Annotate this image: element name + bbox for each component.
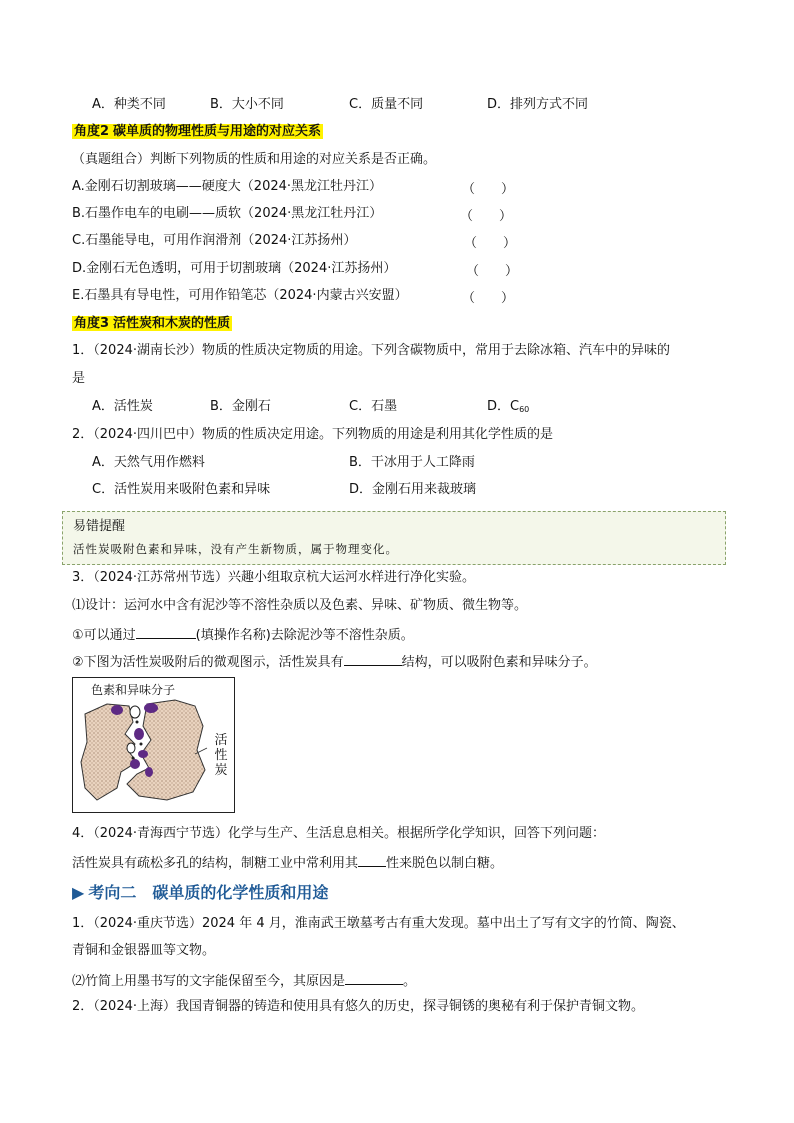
angle3-title: 活性炭和木炭的性质 xyxy=(113,316,231,331)
q4-stem: 4．（2024·青海西宁节选）化学与生产、生活息息相关。根据所学化学知识，回答下列问题： xyxy=(72,826,605,841)
s1-blank[interactable] xyxy=(345,970,403,985)
q3-part1-text-b: (填操作名称)去除泥沙等不溶性杂质。 xyxy=(195,628,414,643)
judge-item-a: A.金刚石切割玻璃——硬度大（2024·黑龙江牡丹江） xyxy=(72,179,383,194)
q1-stem-line2: 是 xyxy=(72,371,86,386)
q3-part2-text-a: ②下图为活性炭吸附后的微观图示，活性炭具有 xyxy=(72,655,344,670)
judge-item-c: C.石墨能导电，可用作润滑剂（2024·江苏扬州） xyxy=(72,233,357,248)
error-tip-body: 活性炭吸附色素和异味，没有产生新物质，属于物理变化。 xyxy=(73,542,398,556)
q2-stem: 2．（2024·四川巴中）物质的性质决定用途。下列物质的用途是利用其化学性质的是 xyxy=(72,427,553,442)
angle3-heading xyxy=(72,315,232,333)
q3-part2-text-b: 结构，可以吸附色素和异味分子。 xyxy=(401,655,597,670)
option-d: D．排列方式不同 xyxy=(487,97,589,112)
q1-option-c: C．石墨 xyxy=(349,399,398,414)
q1-option-d xyxy=(487,398,529,419)
q3-blank-2[interactable] xyxy=(344,651,402,666)
q1-option-d-text: D．C xyxy=(487,399,520,414)
q4-blank[interactable] xyxy=(358,852,386,867)
s1-stem-line1: 1．（2024·重庆节选）2024 年 4 月，淮南武王墩墓考古有重大发现。墓中出土了写有文字的竹简、陶瓷、 xyxy=(72,916,685,931)
q1-option-d-subscript: 60 xyxy=(519,405,530,414)
angle2-title: 碳单质的物理性质与用途的对应关系 xyxy=(113,124,322,139)
q1-option-a: A．活性炭 xyxy=(92,399,153,414)
q3-part2 xyxy=(72,651,597,672)
q1-option-b: B．金刚石 xyxy=(210,399,271,414)
activated-carbon-illustration xyxy=(77,692,217,812)
option-b: B．大小不同 xyxy=(210,97,284,112)
figure-title: 色素和异味分子 xyxy=(91,683,176,697)
error-tip-title: 易错提醒 xyxy=(73,519,126,534)
s1-stem-line2: 青铜和金银器皿等文物。 xyxy=(72,943,216,958)
s1-text-a: ⑵竹简上用墨书写的文字能保留至今，其原因是 xyxy=(72,974,346,989)
q2-option-d: D．金刚石用来裁玻璃 xyxy=(349,482,477,497)
q4-text-a: 活性炭具有疏松多孔的结构，制糖工业中常利用其 xyxy=(72,856,359,871)
answer-paren-b: （ ） xyxy=(460,209,513,224)
section-heading xyxy=(72,880,328,903)
activated-carbon-figure xyxy=(72,677,235,813)
q2-option-b: B．干冰用于人工降雨 xyxy=(349,455,475,470)
q3-part1-text-a: ①可以通过 xyxy=(72,628,136,643)
q4-text-b: 性来脱色以制白糖。 xyxy=(386,856,504,871)
q3-blank-1[interactable] xyxy=(136,624,196,639)
angle2-intro: （真题组合）判断下列物质的性质和用途的对应关系是否正确。 xyxy=(72,152,437,167)
section-title: 考向二 碳单质的化学性质和用途 xyxy=(88,883,329,902)
q3-design: ⑴设计：运河水中含有泥沙等不溶性杂质以及色素、异味、矿物质、微生物等。 xyxy=(72,598,528,613)
q3-stem: 3．（2024·江苏常州节选）兴趣小组取京杭大运河水样进行净化实验。 xyxy=(72,570,475,585)
angle2-heading xyxy=(72,123,323,141)
answer-paren-a: （ ） xyxy=(462,182,515,197)
answer-paren-c: （ ） xyxy=(464,236,517,251)
judge-item-b: B.石墨作电车的电刷——质软（2024·黑龙江牡丹江） xyxy=(72,206,383,221)
angle2-label: 角度2 xyxy=(74,124,110,139)
error-tip-box xyxy=(62,511,726,565)
figure-side-label: 活性炭 xyxy=(214,733,228,778)
s1-text-b: 。 xyxy=(403,974,417,989)
q2-option-a: A．天然气用作燃料 xyxy=(92,455,205,470)
judge-item-d: D.金刚石无色透明，可用于切割玻璃（2024·江苏扬州） xyxy=(72,261,397,276)
option-c: C．质量不同 xyxy=(349,97,424,112)
angle3-label: 角度3 xyxy=(74,316,110,331)
q4-sub xyxy=(72,852,503,873)
s2-stem: 2．（2024·上海）我国青铜器的铸造和使用具有悠久的历史，探寻铜锈的奥秘有利于保护青铜文物。 xyxy=(72,999,644,1014)
q3-part1 xyxy=(72,624,414,645)
option-a: A．种类不同 xyxy=(92,97,166,112)
section-arrow-icon: ▶ xyxy=(72,883,85,902)
judge-item-e: E.石墨具有导电性，可用作铅笔芯（2024·内蒙古兴安盟） xyxy=(72,288,408,303)
answer-paren-d: （ ） xyxy=(466,264,519,279)
answer-paren-e: （ ） xyxy=(462,291,515,306)
s1-question xyxy=(72,970,416,991)
q1-stem-line1: 1．（2024·湖南长沙）物质的性质决定物质的用途。下列含碳物质中，常用于去除冰箱、汽车中的异味的 xyxy=(72,343,670,358)
q2-option-c: C．活性炭用来吸附色素和异味 xyxy=(92,482,271,497)
